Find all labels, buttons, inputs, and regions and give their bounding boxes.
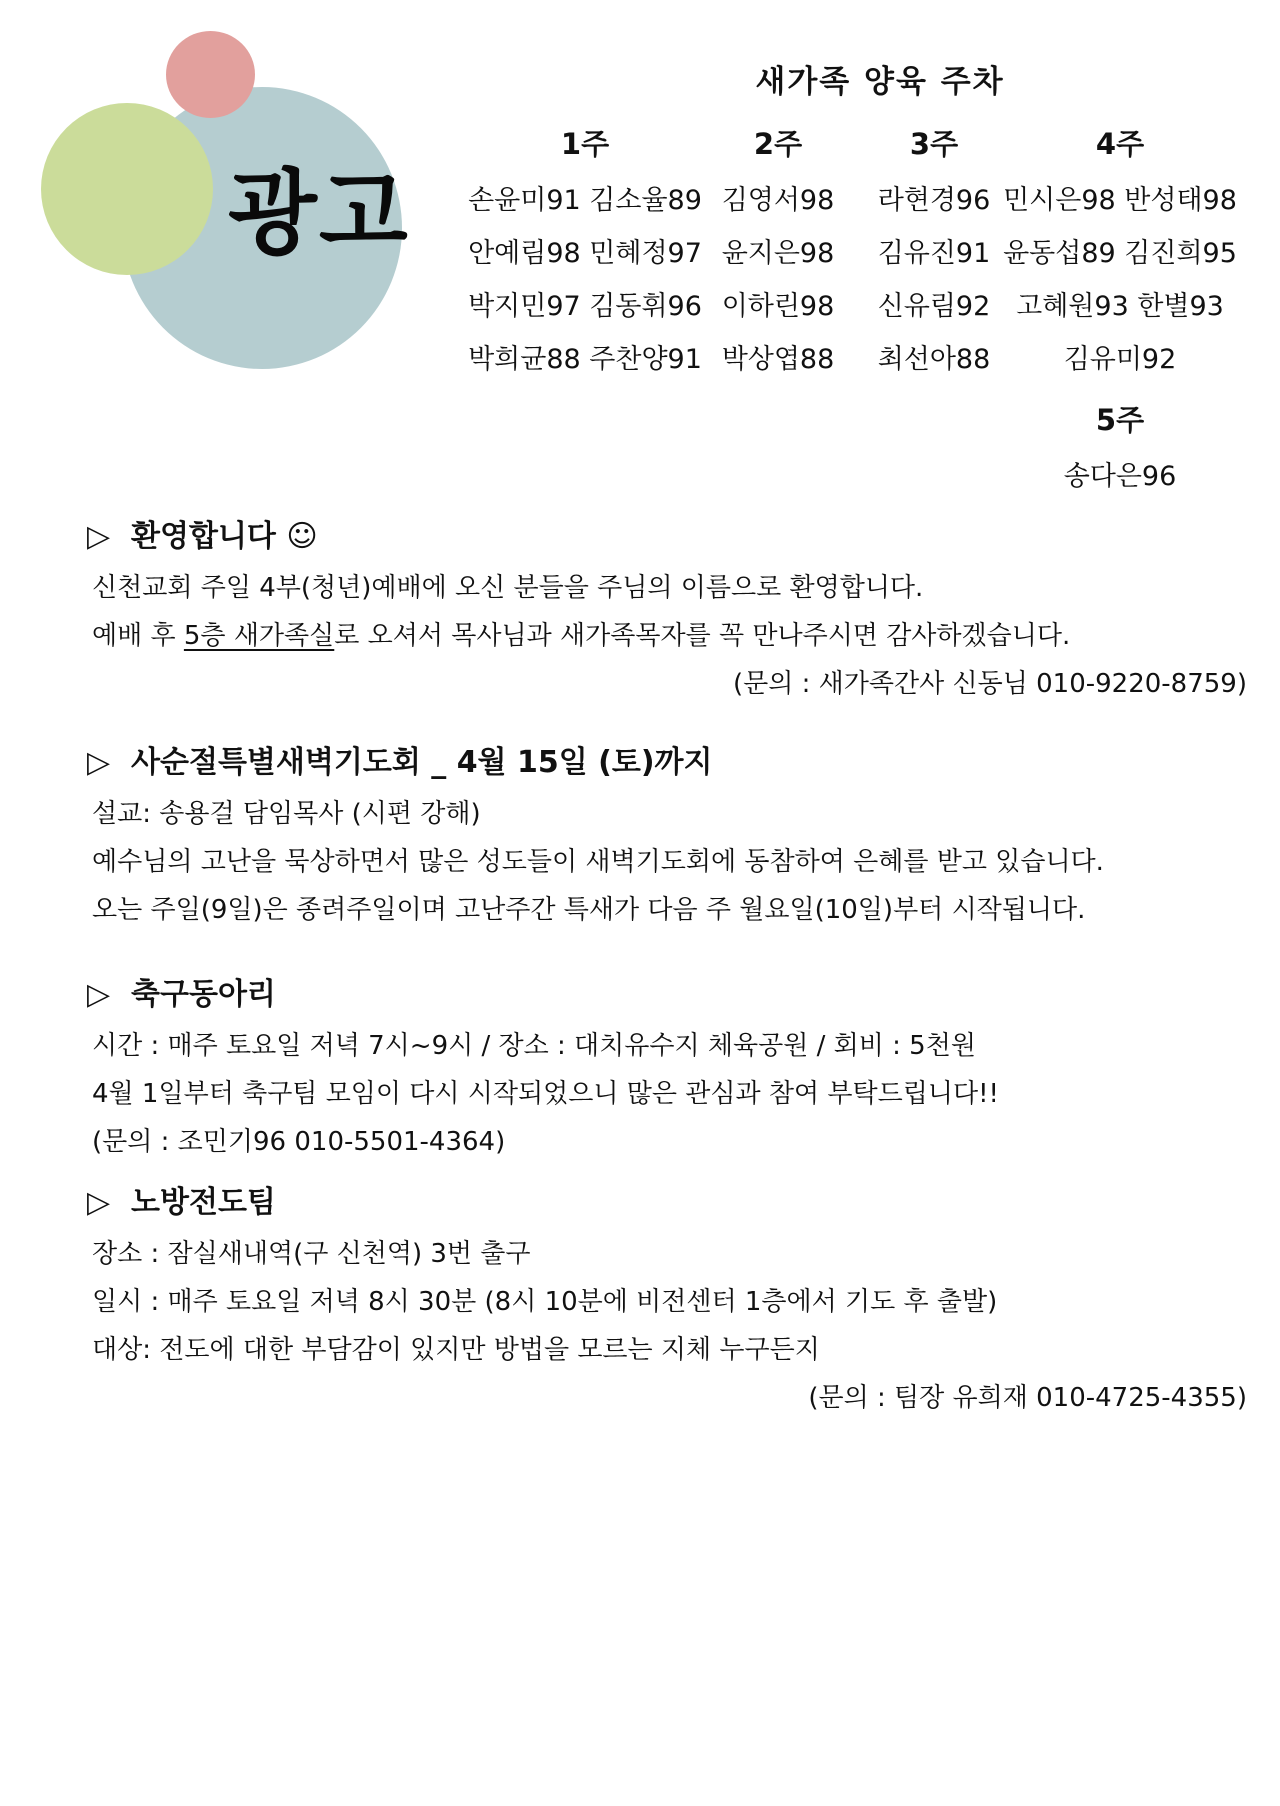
section-heading	[87, 510, 1247, 564]
list-item: 김영서98	[721, 185, 835, 216]
week-name-list	[460, 178, 710, 390]
list-item: 박지민97 김동휘96	[468, 291, 702, 322]
week-name-list	[712, 178, 844, 390]
triangle-marker-icon: ▷	[87, 519, 111, 554]
prayer-section	[87, 736, 1247, 934]
section-title: 환영합니다 ☺	[131, 519, 318, 554]
contact-info: (문의 : 새가족간사 신동님 010-9220-8759)	[733, 669, 1247, 699]
decor-circle-green	[41, 103, 213, 275]
list-item: 신유림92	[877, 291, 991, 322]
body-text: 장소 : 잠실새내역(구 신천역) 3번 출구	[92, 1239, 531, 1269]
text-fragment: 예배 후	[92, 621, 184, 651]
page-title: 광고	[228, 160, 410, 267]
week-label: 2주	[753, 127, 803, 161]
list-item: 윤지은98	[721, 238, 835, 269]
list-item: 김유미92	[1063, 344, 1177, 375]
section-heading	[87, 736, 1247, 790]
week-column-3	[858, 124, 1010, 390]
underlined-location: 5층 새가족실	[183, 621, 335, 651]
body-text: 일시 : 매주 토요일 저녁 8시 30분 (8시 10분에 비전센터 1층에서 기도 후 출발)	[92, 1287, 998, 1317]
list-item: 박상엽88	[721, 344, 835, 375]
list-item: 송다은96	[1063, 461, 1177, 492]
body-text	[87, 612, 1247, 660]
week-label: 3주	[909, 127, 959, 161]
list-item: 윤동섭89 김진희95	[1003, 238, 1237, 269]
triangle-marker-icon: ▷	[87, 977, 111, 1012]
newfamily-title: 새가족 양육 주차	[755, 64, 1005, 100]
welcome-section	[87, 510, 1247, 708]
triangle-marker-icon: ▷	[87, 1185, 111, 1220]
week-label: 4주	[1095, 127, 1145, 161]
section-title: 축구동아리	[131, 977, 276, 1012]
body-text: 시간 : 매주 토요일 저녁 7시~9시 / 장소 : 대치유수지 체육공원 / 회비 : 5천원	[92, 1031, 976, 1061]
list-item: 고혜원93 한별93	[1016, 291, 1224, 322]
list-item: 최선아88	[877, 344, 991, 375]
evangelism-section	[87, 1176, 1247, 1422]
body-text: 대상: 전도에 대한 부담감이 있지만 방법을 모르는 지체 누구든지	[92, 1335, 820, 1365]
body-text: 오는 주일(9일)은 종려주일이며 고난주간 특새가 다음 주 월요일(10일)부터 시작됩니다.	[92, 895, 1086, 925]
week-name-list	[1000, 178, 1240, 390]
week-name-list	[1000, 454, 1240, 507]
list-item: 안예림98 민혜정97	[468, 238, 702, 269]
soccer-section	[87, 968, 1247, 1166]
contact-info: (문의 : 조민기96 010-5501-4364)	[92, 1127, 506, 1157]
week-column-4	[1000, 124, 1240, 390]
body-text: 설교: 송용걸 담임목사 (시편 강해)	[92, 799, 481, 829]
list-item: 이하린98	[721, 291, 835, 322]
week-name-list	[858, 178, 1010, 390]
triangle-marker-icon: ▷	[87, 745, 111, 780]
section-title: 사순절특별새벽기도회 _ 4월 15일 (토)까지	[131, 745, 713, 780]
list-item: 손윤미91 김소율89	[468, 185, 702, 216]
body-text: 예수님의 고난을 묵상하면서 많은 성도들이 새벽기도회에 동참하여 은혜를 받고 있습니다.	[92, 847, 1104, 877]
week-label: 5주	[1095, 403, 1145, 437]
week-column-5	[1000, 400, 1240, 507]
week-column-2	[712, 124, 844, 390]
text-fragment: 로 오셔서 목사님과 새가족목자를 꼭 만나주시면 감사하겠습니다.	[334, 621, 1071, 651]
list-item: 김유진91	[877, 238, 991, 269]
decor-circle-pink	[166, 31, 255, 118]
week-column-1	[460, 124, 710, 390]
list-item: 박희균88 주찬양91	[468, 344, 702, 375]
list-item: 민시은98 반성태98	[1003, 185, 1237, 216]
section-title: 노방전도팀	[131, 1185, 276, 1220]
contact-info: (문의 : 팀장 유희재 010-4725-4355)	[808, 1383, 1247, 1413]
body-text: 신천교회 주일 4부(청년)예배에 오신 분들을 주님의 이름으로 환영합니다.	[92, 573, 924, 603]
body-text: 4월 1일부터 축구팀 모임이 다시 시작되었으니 많은 관심과 참여 부탁드립니다!!	[92, 1079, 999, 1109]
section-heading	[87, 1176, 1247, 1230]
list-item: 라현경96	[877, 185, 991, 216]
week-label: 1주	[560, 127, 610, 161]
section-heading	[87, 968, 1247, 1022]
